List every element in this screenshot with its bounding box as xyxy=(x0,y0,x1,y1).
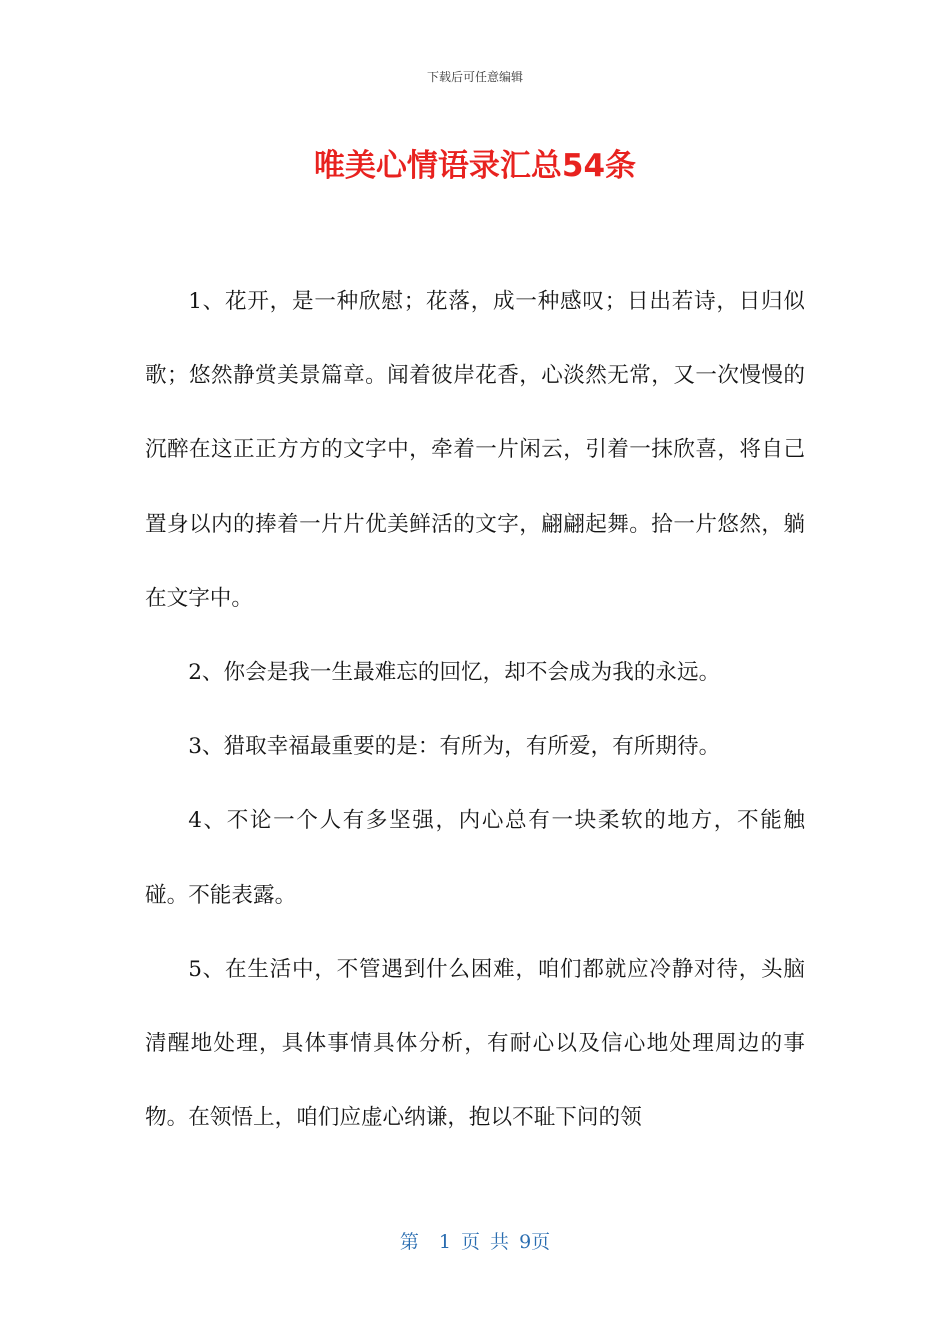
paragraph-3: 3、猎取幸福最重要的是：有所为，有所爱，有所期待。 xyxy=(188,734,721,760)
page-header-note: 下载后可任意编辑 xyxy=(426,70,523,84)
document-title: 唯美心情语录汇总54条 xyxy=(313,148,637,184)
page-number-label: 第 1 页 共 9页 xyxy=(399,1231,551,1253)
document-body xyxy=(145,265,805,1155)
paragraph-2: 2、你会是我一生最难忘的回忆，却不会成为我的永远。 xyxy=(188,660,721,686)
paragraph-4: 4、不论一个人有多坚强，内心总有一块柔软的地方，不能触碰。不能表露。 xyxy=(145,808,805,908)
paragraph-1: 1、花开，是一种欣慰；花落，成一种感叹；日出若诗，日归似歌；悠然静赏美景篇章。闻着彼岸花香，心淡然无常，又一次慢慢的沉醉在这正正方方的文字中，牵着一片闲云，引着一抹欣喜，将自己置身以内的捧着一片片优美鲜活的文字，翩翩起舞。拾一片悠然，躺在文字中。 xyxy=(145,289,805,611)
page-number-footer xyxy=(0,1227,950,1254)
paragraph-5: 5、在生活中，不管遇到什么困难，咱们都就应冷静对待，头脑清醒地处理，具体事情具体分析，有耐心以及信心地处理周边的事物。在领悟上，咱们应虚心纳谦，抱以不耻下问的领 xyxy=(145,956,805,1131)
